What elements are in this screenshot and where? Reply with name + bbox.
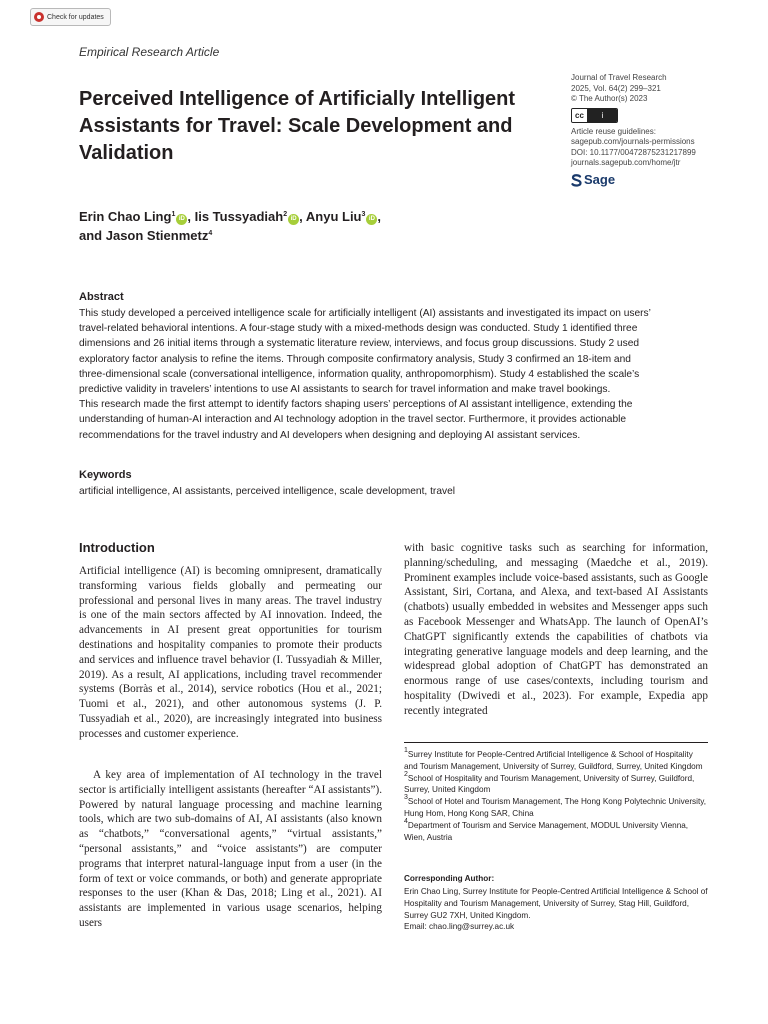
sage-label: Sage [584, 171, 616, 187]
author-name: Erin Chao Ling [79, 209, 172, 224]
affiliation-footnote [404, 796, 708, 820]
author-name: Jason Stienmetz [105, 228, 209, 243]
keywords-heading: Keywords [79, 469, 132, 481]
copyright: © The Author(s) 2023 [571, 94, 648, 103]
abstract-line: travel-related behavioral intentions. A four-stage study with a mixed-methods design was conducted. Study 1 identified three [79, 323, 638, 335]
affiliation-footnote [404, 770, 708, 797]
author-affiliation-mark: 1 [171, 211, 176, 218]
abstract-line: dimensions and 26 initial items through a systematic literature review, interviews, and focus group discussions. Study 2 used [79, 338, 640, 350]
keywords-text: artificial intelligence, AI assistants, perceived intelligence, scale development, travel [79, 486, 456, 497]
article-title: Perceived Intelligence of Artificially Intelligent Assistants for Travel: Scale Development and Validation [79, 88, 516, 164]
corresponding-author-address: Erin Chao Ling, Surrey Institute for People-Centred Artificial Intelligence & School of Hospitality and Tourism Management, University of Surrey, Stag Hill, Guildford, Surrey GU2 7XH, United Kingdom. [404, 887, 708, 920]
journal-link[interactable]: journals.sagepub.com/home/jtr [571, 158, 681, 167]
footnote-divider [404, 742, 708, 743]
affiliation-footnote [404, 817, 708, 844]
reuse-link[interactable]: sagepub.com/journals-permissions [571, 137, 695, 146]
abstract-line: understanding of human-AI interaction and AI technology adoption in the travel sector. Furthermore, it provides actionable [79, 414, 627, 426]
abstract-line: predictive validity in travelers’ intentions to use AI assistants to search for travel information and make travel bookings. [79, 384, 611, 396]
author-list: Erin Chao Ling$^1$iD , Iis Tussyadiah$^2$iD , Anyu Liu$^3$iD , and Jason Stienmetz$^4$ [79, 209, 382, 243]
article-type: Empirical Research Article [79, 45, 220, 59]
orcid-icon[interactable]: iD [176, 214, 187, 225]
abstract-text [79, 306, 709, 443]
footnote-text: Surrey Institute for People-Centred Artificial Intelligence & School of Hospitality and Tourism Management, University of Surrey, Guildford, Surrey, United Kingdom [404, 750, 703, 771]
corresponding-author-heading: Corresponding Author: [404, 874, 495, 883]
intro-paragraph-continued: with basic cognitive tasks such as searching for information, planning/scheduling, and messaging (Maedche et al., 2019). Prominent examples include voice-based assistants, such as Google Assistant, Siri, Cortana, and Alexa, and text-based AI Assistants (chatbots) usually embedded in websites and Messenger apps such as Facebook Messenger and WhatsApp. The launch of OpenAI’s ChatGPT significantly extends the capabilities of chatbots via integrating generative language models and deep learning, and the widespread global adoption of ChatGPT has demonstrated an enormous range of use cases/contexts, including tourism and hospitality (Dwivedi et al., 2023). For example, Expedia app recently integrated [404, 542, 708, 717]
abstract-heading: Abstract [79, 291, 124, 303]
affiliation-footnotes [404, 749, 708, 843]
orcid-icon[interactable]: iD [366, 214, 377, 225]
check-for-updates-button[interactable] [30, 8, 111, 26]
footnote-text: School of Hotel and Tourism Management, The Hong Kong Polytechnic University, Hung Hom, Hong Kong SAR, China [404, 797, 706, 818]
footnote-mark: 3 [404, 794, 408, 802]
intro-paragraph: A key area of implementation of AI technology in the travel sector is artificially intelligent assistants (hereafter “AI assistants”). Powered by natural language processing and machine learning tools, which are two sub-domains of AI, AI assistants (also known as “chatbots,” “conversational agents,” “virtual assistants,” “personal assistants,” and “voice assistants”) are computer programs that interpret natural-language input from a user (in the form of text or voice commands, or both) and generate appropriate responses to the user (Khan & Das, 2018; Ling et al., 2021). AI assistants are implemented in various usage scenarios, helping users [79, 769, 382, 929]
reuse-label: Article reuse guidelines: [571, 126, 656, 136]
cc-license-icon[interactable] [571, 108, 618, 123]
abstract-line: recommendations for the travel industry and AI developers when designing and deploying AI assistant services. [79, 429, 581, 441]
footnote-mark: 4 [404, 817, 408, 825]
author-affiliation-mark: 4 [208, 230, 213, 237]
corresponding-author-details [404, 886, 708, 933]
footnote-mark: 2 [404, 770, 408, 778]
check-for-updates-label: Check for updates [47, 13, 104, 21]
doi[interactable]: DOI: 10.1177/00472875231217899 [571, 147, 696, 157]
abstract-line: exploratory factor analysis to refine the items. Through composite confirmatory analysis, Study 3 confirmed an 18-item and [79, 353, 631, 365]
journal-info [571, 73, 761, 187]
author-name: Anyu Liu [305, 209, 362, 224]
author-affiliation-mark: 2 [283, 211, 288, 218]
journal-volume: 2025, Vol. 64(2) 299–321 [571, 83, 661, 93]
abstract-line: This study developed a perceived intelligence scale for artificially intelligent (AI) assistants and investigated its impact on users’ [79, 308, 651, 319]
author-conjunction: and [79, 228, 106, 243]
abstract-line: three-dimensional scale (conversational intelligence, information quality, anthropomorphism). Study 4 established the scale’s [79, 368, 640, 380]
affiliation-footnote [404, 749, 708, 773]
sage-s-icon [571, 174, 582, 187]
author-affiliation-mark: 3 [361, 211, 366, 218]
email-link[interactable]: chao.ling@surrey.ac.uk [429, 922, 515, 932]
footnote-text: Department of Tourism and Service Management, MODUL University Vienna, Wien, Austria [404, 820, 689, 842]
cc-label: cc [572, 109, 588, 122]
sage-logo [571, 171, 761, 187]
by-icon: i [588, 109, 617, 122]
orcid-icon[interactable]: iD [288, 214, 299, 225]
introduction-heading: Introduction [79, 540, 155, 555]
footnote-text: School of Hospitality and Tourism Management, University of Surrey, Guildford, Surrey, United Kingdom [404, 773, 695, 795]
intro-paragraph: Artificial intelligence (AI) is becoming omnipresent, dramatically transforming various fields globally and permeating our professional and personal lives in many areas. The travel industry is one of the main sectors affected by AI innovation. Indeed, the advancements in AI present great opportunities for tourism destinations and hospitality companies to promote their products and services and influence travel behavior (I. Tussyadiah & Miller, 2019). As a result, AI applications, including travel recommender systems (Borràs et al., 2014), service robotics (Hou et al., 2021; Tuomi et al., 2021), and other autonomous systems (J. P. Tussyadiah et al., 2020), are increasingly integrated into business processes and customer experience. [79, 565, 382, 740]
email-label: Email: [404, 922, 430, 932]
abstract-line: This research made the first attempt to identify factors shaping users’ perceptions of AI assistant intelligence, extending the [79, 399, 633, 411]
update-icon [34, 12, 44, 22]
author-name: Iis Tussyadiah [194, 209, 284, 224]
journal-name: Journal of Travel Research [571, 73, 667, 82]
footnote-mark: 1 [404, 747, 408, 754]
